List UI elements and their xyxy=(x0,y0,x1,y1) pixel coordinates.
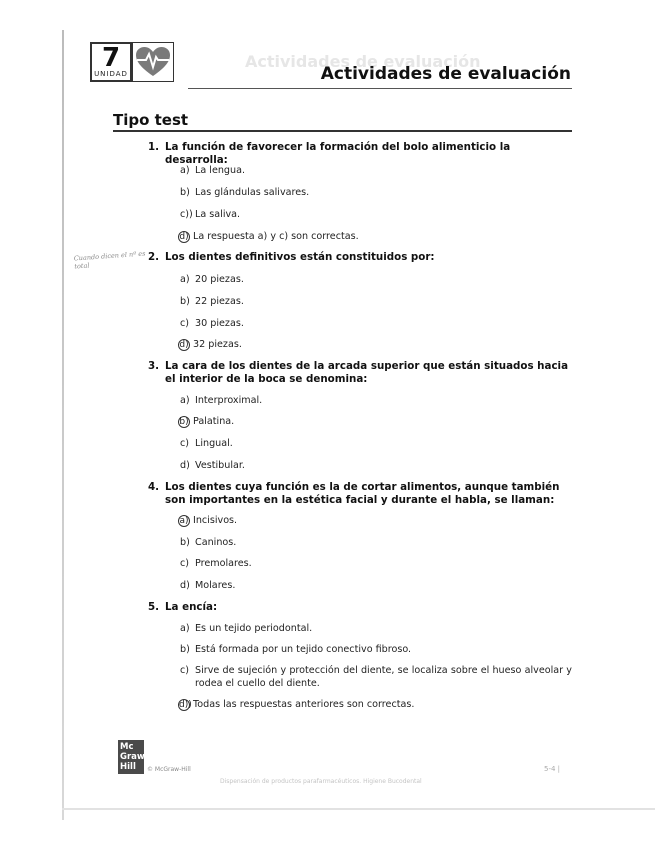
option-letter: b) xyxy=(180,537,190,548)
option-letter: b) xyxy=(180,644,190,655)
option-text: Interproximal. xyxy=(195,395,263,406)
handwritten-margin-note: Cuando dicen el nº es total xyxy=(73,249,146,271)
mcgraw-hill-logo xyxy=(118,740,144,774)
option-letter: b) xyxy=(180,296,190,307)
question-text: La encía: xyxy=(165,601,218,613)
question-number: 1. xyxy=(148,141,160,153)
option-3d xyxy=(180,459,572,472)
option-text: Vestibular. xyxy=(195,460,245,471)
option-text: Sirve de sujeción y protección del diente, se localiza sobre el hueso alveolar y rodea el cuello del diente. xyxy=(195,665,572,689)
question-number: 4. xyxy=(148,481,160,493)
logo-line: Graw xyxy=(120,752,145,762)
option-letter: a) xyxy=(180,623,190,634)
question-4 xyxy=(148,481,572,507)
question-text: La cara de los dientes de la arcada superior que están situados hacia el interior de la boca se denomina: xyxy=(165,360,569,385)
option-letter-circled: d)) xyxy=(179,700,192,710)
option-text: La lengua. xyxy=(195,165,246,176)
page-title: Actividades de evaluación xyxy=(320,64,571,84)
option-letter: d) xyxy=(180,580,190,591)
option-2b xyxy=(180,295,572,308)
option-letter: b) xyxy=(180,187,190,198)
option-5a xyxy=(180,622,572,635)
option-4c xyxy=(180,557,572,570)
option-1b xyxy=(180,186,572,199)
option-text: Incisivos. xyxy=(193,515,238,526)
option-letter-circled: d) xyxy=(179,340,189,350)
option-letter: c) xyxy=(180,558,190,569)
question-text: La función de favorecer la formación del bolo alimenticio la desarrolla: xyxy=(165,141,511,166)
option-text: Molares. xyxy=(195,580,236,591)
option-1a xyxy=(180,164,572,177)
unit-label: UNIDAD xyxy=(94,70,128,78)
option-5c xyxy=(180,664,572,690)
option-text: Todas las respuestas anteriores son correctas. xyxy=(193,699,415,710)
option-5b xyxy=(180,643,572,656)
option-4a-selected xyxy=(180,514,572,527)
page-number: 5-4 | xyxy=(544,765,561,773)
unit-badge xyxy=(90,42,132,82)
section-title: Tipo test xyxy=(113,111,189,129)
option-letter-circled: a) xyxy=(179,516,189,526)
option-letter: a) xyxy=(180,274,190,285)
option-2c xyxy=(180,317,572,330)
option-letter: c)) xyxy=(180,209,193,220)
question-5 xyxy=(148,601,572,614)
footer-book-title: Dispensación de productos parafarmacéuticos. Higiene Bucodental xyxy=(220,778,422,785)
option-2d-selected xyxy=(180,338,572,351)
question-number: 2. xyxy=(148,251,160,263)
question-text: Los dientes cuya función es la de cortar alimentos, aunque también son importantes en la estética facial y durante el habla, se llaman: xyxy=(165,481,560,506)
option-text: 32 piezas. xyxy=(193,339,242,350)
option-letter-circled: b) xyxy=(179,417,189,427)
heart-pulse-icon xyxy=(132,42,174,82)
option-letter: d) xyxy=(180,460,190,471)
option-3a xyxy=(180,394,572,407)
option-text: 30 piezas. xyxy=(195,318,244,329)
question-3 xyxy=(148,360,572,386)
option-letter: a) xyxy=(180,165,190,176)
unit-number: 7 xyxy=(101,43,121,73)
question-number: 3. xyxy=(148,360,160,372)
option-text: Está formada por un tejido conectivo fibroso. xyxy=(195,644,412,655)
option-3c xyxy=(180,437,572,450)
option-4b xyxy=(180,536,572,549)
option-letter: c) xyxy=(180,665,190,676)
option-3b-selected xyxy=(180,415,572,428)
option-2a xyxy=(180,273,572,286)
title-divider xyxy=(188,88,572,89)
page-binding-edge xyxy=(62,30,64,820)
option-text: Palatina. xyxy=(193,416,235,427)
option-text: 22 piezas. xyxy=(195,296,244,307)
option-text: Premolares. xyxy=(195,558,252,569)
option-text: La respuesta a) y c) son correctas. xyxy=(193,231,359,242)
logo-line: Hill xyxy=(120,762,136,772)
option-text: La saliva. xyxy=(195,209,241,220)
option-text: Caninos. xyxy=(195,537,237,548)
option-letter: c) xyxy=(180,438,190,449)
option-text: Es un tejido periodontal. xyxy=(195,623,313,634)
copyright-text: © McGraw-Hill xyxy=(147,766,191,773)
option-text: Lingual. xyxy=(195,438,233,449)
bleed-through-title: Actividades de evaluación xyxy=(245,52,481,71)
option-text: Las glándulas salivares. xyxy=(195,187,310,198)
option-5d-selected xyxy=(180,698,572,711)
section-divider xyxy=(113,130,572,132)
option-1d-selected xyxy=(180,230,572,243)
option-text: 20 piezas. xyxy=(195,274,244,285)
option-4d xyxy=(180,579,572,592)
option-letter-circled: d) xyxy=(179,232,189,242)
option-letter: c) xyxy=(180,318,190,329)
page-bottom-edge xyxy=(62,808,655,810)
option-letter: a) xyxy=(180,395,190,406)
option-1c xyxy=(180,208,572,221)
question-text: Los dientes definitivos están constituidos por: xyxy=(165,251,435,263)
logo-line: Mc xyxy=(120,742,134,752)
question-2 xyxy=(148,251,572,264)
question-number: 5. xyxy=(148,601,160,613)
